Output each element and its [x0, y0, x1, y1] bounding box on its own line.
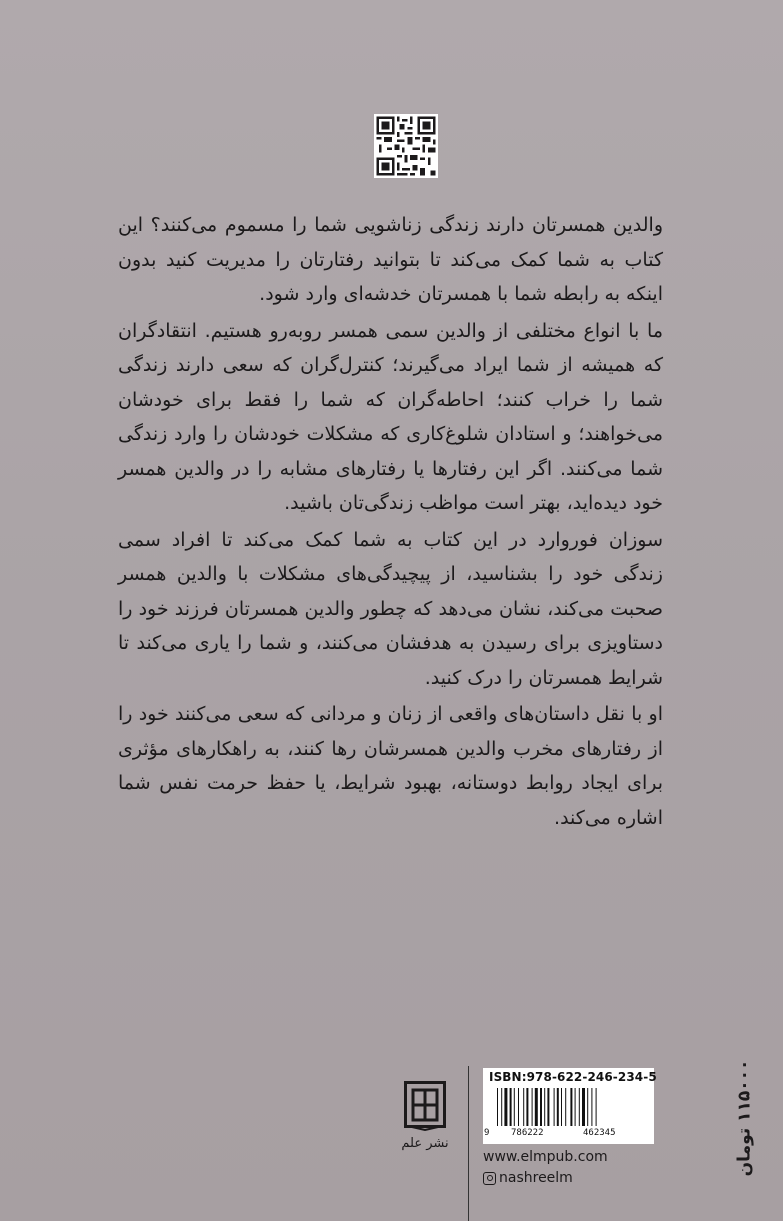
- barcode-bar: [561, 1088, 562, 1126]
- blurb-paragraph: والدین همسرتان دارند زندگی زناشویی شما را مسموم می‌کنند؟ این کتاب به شما کمک می‌کند تا بتوانید رفتارتان را مدیریت کنید بدون اینکه به رابطه شما با همسرتان خدشه‌ای وارد شود.: [118, 214, 663, 305]
- barcode-bar: [535, 1088, 538, 1126]
- barcode-bar: [575, 1088, 576, 1126]
- barcode-bar: [579, 1088, 580, 1126]
- barcode-bar: [544, 1088, 545, 1126]
- barcode-bar: [565, 1088, 566, 1126]
- barcode: [491, 1088, 647, 1128]
- publisher-logo-icon: [404, 1081, 446, 1131]
- barcode-digits-left: 786222: [511, 1128, 544, 1138]
- blurb: [118, 208, 663, 837]
- barcode-bar: [570, 1088, 572, 1126]
- barcode-bar: [591, 1088, 592, 1126]
- barcode-bar: [501, 1088, 502, 1126]
- instagram-name: nashreelm: [499, 1170, 573, 1186]
- barcode-bar: [514, 1088, 515, 1126]
- barcode-bar: [526, 1088, 528, 1126]
- website-link[interactable]: www.elmpub.com: [483, 1149, 608, 1165]
- instagram-icon: [483, 1172, 496, 1185]
- barcode-bar: [532, 1088, 533, 1126]
- barcode-bar: [554, 1088, 555, 1126]
- qr-code-icon: [374, 114, 438, 178]
- barcode-bar: [587, 1088, 588, 1126]
- barcode-digit-lead: 9: [484, 1128, 490, 1138]
- blurb-paragraph: او با نقل داستان‌های واقعی از زنان و مردانی که سعی می‌کنند خود را از رفتارهای مخرب والدین همسرشان رها کنند، به راهکارهای مؤثری برای ایجاد روابط دوستانه، بهبود شرایط، یا حفظ حرمت نفس شما اشاره می‌کند.: [118, 703, 663, 829]
- barcode-bar: [547, 1088, 549, 1126]
- isbn-barcode-box: [483, 1068, 657, 1144]
- publisher-name: نشر علم: [401, 1136, 449, 1151]
- barcode-bar: [596, 1088, 597, 1126]
- barcode-bar: [504, 1088, 507, 1126]
- blurb-paragraph: ما با انواع مختلفی از والدین سمی همسر روبه‌رو هستیم. انتقادگران که همیشه از شما ایراد می‌گیرند؛ کنترل‌گران که سعی دارند زندگی شما را خراب کنند؛ احاطه‌گران که شما را فقط برای خودشان می‌خواهند؛ و استادان شلوغ‌کاری که مشکلات خودشان را وارد زندگی شما می‌کنند. اگر این رفتارها یا رفتارهای مشابه را در والدین همسر خود دیده‌اید، بهتر است مواظب زندگی‌تان باشید.: [118, 319, 663, 514]
- blurb-paragraph: سوزان فوروارد در این کتاب به شما کمک می‌کند تا افراد سمی زندگی خود را بشناسید، از پیچیدگی‌های مشکلات با والدین همسر صحبت می‌کند، نشان می‌دهد که چطور والدین همسرتان فرزند خود را دستاویزی برای رسیدن به هدفشان می‌کنند، و شما را یاری می‌کند تا شرایط همسرتان را درک کنید.: [118, 528, 663, 689]
- barcode-digits-right: 462345: [583, 1128, 616, 1138]
- isbn-label: ISBN:978-622-246-234-5: [489, 1070, 657, 1084]
- barcode-bar: [497, 1088, 498, 1126]
- barcode-bar: [518, 1088, 519, 1126]
- instagram-handle[interactable]: [483, 1170, 573, 1186]
- barcode-bar: [557, 1088, 559, 1126]
- barcode-bar: [523, 1088, 524, 1126]
- price-label: ۱۱۵۰۰۰ تومان: [734, 1059, 755, 1177]
- barcode-bar: [510, 1088, 512, 1126]
- barcode-bar: [540, 1088, 542, 1126]
- barcode-bar: [582, 1088, 585, 1126]
- divider: [468, 1066, 469, 1221]
